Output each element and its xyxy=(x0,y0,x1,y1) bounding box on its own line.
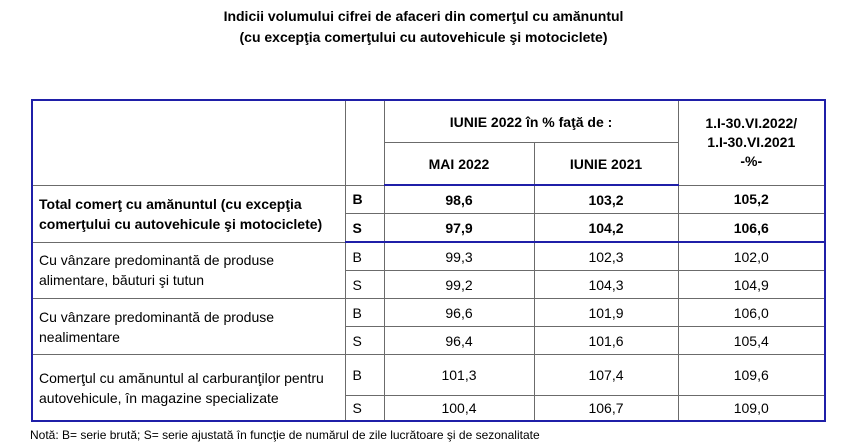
value-mai-2022: 96,6 xyxy=(384,299,534,327)
value-cumulative: 106,0 xyxy=(678,299,825,327)
value-mai-2022: 98,6 xyxy=(384,185,534,214)
series-code: B xyxy=(345,355,384,396)
value-cumulative: 109,0 xyxy=(678,396,825,422)
header-row-1 xyxy=(32,100,825,143)
value-mai-2022: 101,3 xyxy=(384,355,534,396)
header-group-iunie-2022: IUNIE 2022 în % faţă de : xyxy=(384,100,678,143)
value-cumulative: 106,6 xyxy=(678,214,825,243)
footnote: Notă: B= serie brută; S= serie ajustată în funcţie de numărul de zile lucrătoare şi de sezonalitate xyxy=(30,428,540,442)
header-empty-label xyxy=(32,100,345,185)
header-cumulative-line1: 1.I-30.VI.2022/ xyxy=(705,115,798,132)
series-code: B xyxy=(345,185,384,214)
series-code: B xyxy=(345,242,384,271)
value-cumulative: 104,9 xyxy=(678,271,825,299)
series-code: B xyxy=(345,299,384,327)
row-label-non-food: Cu vânzare predominantă de produse nealimentare xyxy=(32,299,345,355)
value-cumulative: 105,2 xyxy=(678,185,825,214)
series-code: S xyxy=(345,396,384,422)
value-iunie-2021: 107,4 xyxy=(534,355,678,396)
row-label-fuel: Comerţul cu amănuntul al carburanţilor pentru autovehicule, în magazine specializate xyxy=(32,355,345,422)
value-iunie-2021: 101,6 xyxy=(534,327,678,355)
value-iunie-2021: 106,7 xyxy=(534,396,678,422)
value-iunie-2021: 101,9 xyxy=(534,299,678,327)
series-code: S xyxy=(345,327,384,355)
value-mai-2022: 96,4 xyxy=(384,327,534,355)
header-cumulative-line2: 1.I-30.VI.2021 xyxy=(707,134,796,151)
table-row xyxy=(32,355,825,396)
table-row xyxy=(32,185,825,214)
value-mai-2022: 99,2 xyxy=(384,271,534,299)
value-mai-2022: 97,9 xyxy=(384,214,534,243)
table-row xyxy=(32,299,825,327)
header-empty-code xyxy=(345,100,384,185)
value-iunie-2021: 103,2 xyxy=(534,185,678,214)
header-cumulative xyxy=(678,100,825,185)
document-title: Indicii volumului cifrei de afaceri din comerţul cu amănuntul xyxy=(223,8,624,24)
table-row xyxy=(32,242,825,271)
series-code: S xyxy=(345,214,384,243)
value-mai-2022: 100,4 xyxy=(384,396,534,422)
value-mai-2022: 99,3 xyxy=(384,242,534,271)
header-mai-2022: MAI 2022 xyxy=(384,143,534,186)
document-subtitle: (cu excepţia comerţului cu autovehicule şi motociclete) xyxy=(239,29,608,45)
row-label-food: Cu vânzare predominantă de produse alimentare, băuturi şi tutun xyxy=(32,242,345,299)
value-iunie-2021: 104,2 xyxy=(534,214,678,243)
value-iunie-2021: 104,3 xyxy=(534,271,678,299)
value-iunie-2021: 102,3 xyxy=(534,242,678,271)
value-cumulative: 105,4 xyxy=(678,327,825,355)
row-label-total: Total comerţ cu amănuntul (cu excepţia comerţului cu autovehicule şi motociclete) xyxy=(32,185,345,242)
value-cumulative: 102,0 xyxy=(678,242,825,271)
header-iunie-2021: IUNIE 2021 xyxy=(534,143,678,186)
turnover-index-table xyxy=(31,99,826,422)
series-code: S xyxy=(345,271,384,299)
header-cumulative-line3: -%- xyxy=(740,153,763,170)
value-cumulative: 109,6 xyxy=(678,355,825,396)
